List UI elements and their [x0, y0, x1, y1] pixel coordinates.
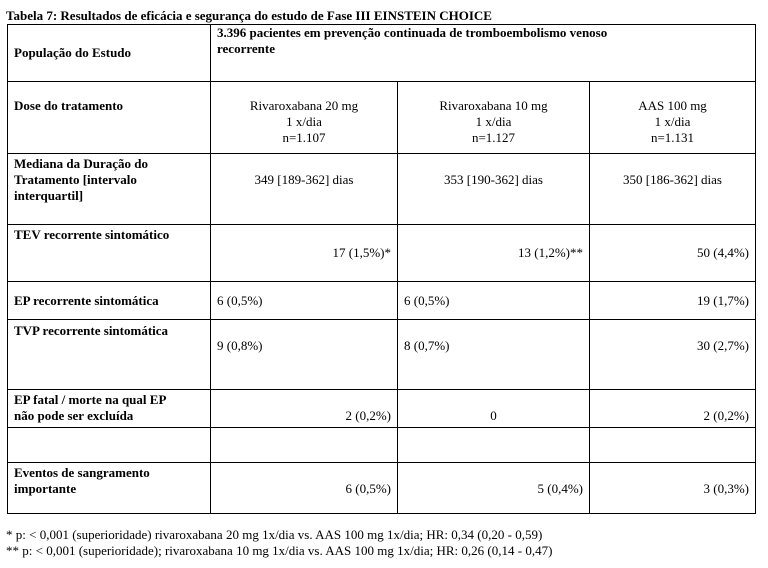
- table-caption: Tabela 7: Resultados de eficácia e segurança do estudo de Fase III EINSTEIN CHOICE: [6, 8, 492, 23]
- table-row-bleeding: [8, 463, 756, 514]
- arm-header-line: n=1.131: [650, 130, 695, 145]
- arm-header-line: n=1.107: [282, 130, 326, 145]
- arm-header-line: Rivaroxabana 10 mg: [439, 98, 548, 113]
- table-row-ep: [8, 282, 756, 320]
- bleeding-value: 3 (0,3%): [590, 463, 756, 514]
- empty-cell: [8, 428, 211, 463]
- ep-value: 6 (0,5%): [211, 282, 398, 320]
- empty-cell: [211, 428, 398, 463]
- duration-label: [8, 154, 211, 225]
- arm-header-line: 1 x/dia: [475, 114, 512, 129]
- empty-cell: [398, 428, 590, 463]
- population-label: População do Estudo: [8, 25, 211, 82]
- ep-fatal-label: [8, 390, 211, 428]
- bleeding-value: 6 (0,5%): [211, 463, 398, 514]
- footnote: ** p: < 0,001 (superioridade); rivaroxabana 10 mg 1x/dia vs. AAS 100 mg 1x/dia; HR: 0,26 (0,14 - 0,47): [6, 543, 553, 558]
- bleeding-label-line: importante: [14, 481, 77, 496]
- ep-fatal-label-line: não pode ser excluída: [14, 408, 134, 423]
- tvp-label: TVP recorrente sintomática: [8, 320, 211, 390]
- tev-label: TEV recorrente sintomático: [8, 225, 211, 282]
- arm-header-line: AAS 100 mg: [638, 98, 707, 113]
- population-value-line: recorrente: [217, 41, 275, 56]
- arm-header-rivaroxabana-20: [211, 82, 398, 154]
- empty-cell: [590, 428, 756, 463]
- table-row-tev: [8, 225, 756, 282]
- arm-header-line: n=1.127: [471, 130, 516, 145]
- tev-value: 17 (1,5%)*: [211, 225, 398, 282]
- tvp-value: 8 (0,7%): [398, 320, 590, 390]
- table-row-spacer: [8, 428, 756, 463]
- arm-header-aas-100: [590, 82, 756, 154]
- arm-header-line: 1 x/dia: [286, 114, 322, 129]
- tvp-value: 30 (2,7%): [590, 320, 756, 390]
- arm-header-rivaroxabana-10: [398, 82, 590, 154]
- bleeding-label: [8, 463, 211, 514]
- tvp-value: 9 (0,8%): [211, 320, 398, 390]
- duration-value: 353 [190-362] dias: [398, 154, 590, 225]
- ep-label: EP recorrente sintomática: [8, 282, 211, 320]
- arm-header-line: 1 x/dia: [654, 114, 691, 129]
- footnote: * p: < 0,001 (superioridade) rivaroxabana 20 mg 1x/dia vs. AAS 100 mg 1x/dia; HR: 0,34 (0,20 - 0,59): [6, 527, 543, 542]
- footnotes: [6, 527, 552, 559]
- arm-header-line: Rivaroxabana 20 mg: [249, 98, 359, 113]
- efficacy-safety-table: [7, 24, 756, 514]
- duration-label-line: Mediana da Duração do: [14, 156, 148, 171]
- duration-value: 350 [186-362] dias: [590, 154, 756, 225]
- ep-value: 19 (1,7%): [590, 282, 756, 320]
- ep-value: 6 (0,5%): [398, 282, 590, 320]
- table-row-ep-fatal: [8, 390, 756, 428]
- table-row-population: [8, 25, 756, 82]
- population-value: [211, 25, 756, 82]
- tev-value: 13 (1,2%)**: [398, 225, 590, 282]
- bleeding-value: 5 (0,4%): [398, 463, 590, 514]
- duration-label-line: interquartil]: [14, 188, 84, 203]
- duration-value: 349 [189-362] dias: [211, 154, 398, 225]
- table-row-tvp: [8, 320, 756, 390]
- table-row-dose: [8, 82, 756, 154]
- table-row-duration: [8, 154, 756, 225]
- dose-label: Dose do tratamento: [8, 82, 211, 154]
- bleeding-label-line: Eventos de sangramento: [14, 465, 150, 480]
- ep-fatal-value: 2 (0,2%): [211, 390, 398, 428]
- ep-fatal-value: 0: [398, 390, 590, 428]
- ep-fatal-label-line: EP fatal / morte na qual EP: [14, 392, 167, 407]
- ep-fatal-value: 2 (0,2%): [590, 390, 756, 428]
- tev-value: 50 (4,4%): [590, 225, 756, 282]
- duration-label-line: Tratamento [intervalo: [14, 172, 137, 187]
- population-value-line: 3.396 pacientes em prevenção continuada de tromboembolismo venoso: [217, 25, 608, 40]
